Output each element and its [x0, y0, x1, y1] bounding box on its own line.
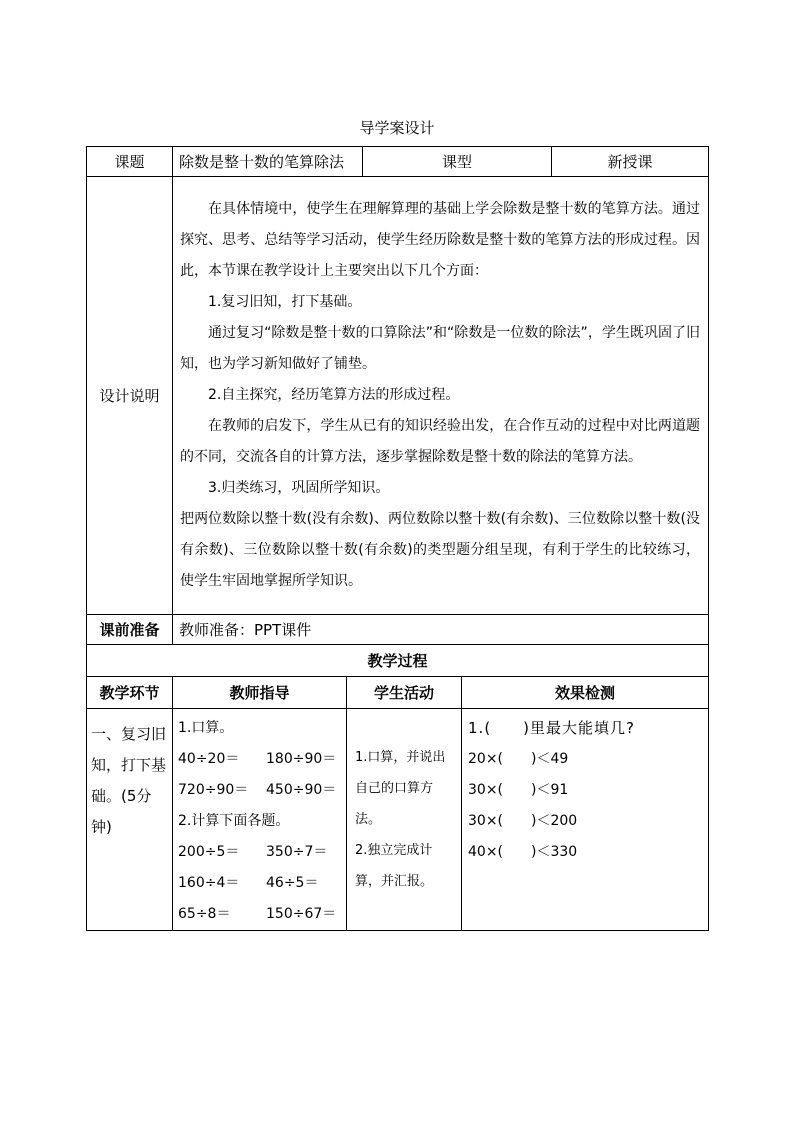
calc-item: 160÷4＝: [178, 875, 240, 891]
oral-row: [178, 744, 342, 775]
calc-row: [178, 899, 342, 930]
oral-item: 450÷90＝: [266, 782, 337, 798]
activity-item-2: 2.独立完成计算，并汇报。: [355, 843, 434, 889]
guide-cell: [173, 709, 347, 931]
topic-value: 除数是整十数的笔算除法: [173, 147, 363, 177]
prep-row: [87, 615, 709, 645]
calc-row: [178, 837, 342, 868]
check-item: 20×( )＜49: [468, 751, 569, 767]
prep-label: 课前准备: [87, 615, 173, 645]
oral-item: 720÷90＝: [178, 782, 249, 798]
activity-cell: [347, 709, 462, 931]
check-item: 40×( )＜330: [468, 844, 578, 860]
type-label: 课型: [363, 147, 552, 177]
column-header-activity: 学生活动: [347, 677, 462, 709]
design-paragraph: 在教师的启发下，学生从已有的知识经验出发，在合作互动的过程中对比两道题的不同，交流各自的计算方法，逐步掌握除数是整十数的除法的笔算方法。: [180, 417, 701, 465]
column-header-guide: 教师指导: [173, 677, 347, 709]
column-header-check: 效果检测: [462, 677, 709, 709]
design-paragraph: 把两位数除以整十数(没有余数)、两位数除以整十数(有余数)、三位数除以整十数(没有余数)、三位数除以整十数(有余数)的类型题分组呈现，有利于学生的比较练习，使学生牢固地掌握所学知识。: [180, 510, 701, 589]
design-point-3: 3.归类练习，巩固所学知识。: [208, 479, 390, 496]
header-row: [87, 147, 709, 177]
check-cell: [462, 709, 709, 931]
lesson-plan-table: [86, 146, 709, 931]
calc-item: 200÷5＝: [178, 844, 240, 860]
design-paragraph: 通过复习“除数是整十数的口算除法”和“除数是一位数的除法”，学生既巩固了旧知，也为学习新知做好了铺垫。: [180, 324, 701, 372]
column-header-stage: 教学环节: [87, 677, 173, 709]
design-description: [173, 177, 709, 615]
process-row: [87, 709, 709, 931]
design-label: 设计说明: [87, 177, 173, 615]
oral-item: 180÷90＝: [266, 751, 337, 767]
calc-item: 46÷5＝: [266, 875, 319, 891]
guide-heading-calc: 2.计算下面各题。: [178, 813, 290, 829]
design-paragraph: 在具体情境中，使学生在理解算理的基础上学会除数是整十数的笔算方法。通过探究、思考、总结等学习活动，使学生经历除数是整十数的笔算方法的形成过程。因此，本节课在教学设计上主要突出以下几个方面：: [180, 200, 701, 279]
process-title-row: [87, 645, 709, 677]
calc-item: 65÷8＝: [178, 906, 231, 922]
calc-row: [178, 868, 342, 899]
activity-item-1: 1.口算，并说出自己的口算方法。: [355, 750, 446, 827]
document-title: 导学案设计: [359, 119, 435, 137]
type-value: 新授课: [552, 147, 709, 177]
oral-row: [178, 775, 342, 806]
design-row: [87, 177, 709, 615]
oral-item: 40÷20＝: [178, 751, 240, 767]
calc-item: 150÷67＝: [266, 906, 337, 922]
process-header-row: [87, 677, 709, 709]
check-item: 30×( )＜91: [468, 782, 569, 798]
calc-item: 350÷7＝: [266, 844, 328, 860]
guide-heading-oral: 1.口算。: [178, 720, 234, 736]
check-question: 1.( )里最大能填几?: [468, 719, 635, 737]
design-point-2: 2.自主探究，经历笔算方法的形成过程。: [208, 386, 460, 403]
check-item: 30×( )＜200: [468, 813, 578, 829]
stage-cell: 一、复习旧知，打下基础。(5分钟): [87, 709, 173, 931]
design-point-1: 1.复习旧知，打下基础。: [208, 293, 362, 310]
process-title: 教学过程: [87, 645, 709, 677]
topic-label: 课题: [87, 147, 173, 177]
prep-value: 教师准备：PPT课件: [173, 615, 709, 645]
